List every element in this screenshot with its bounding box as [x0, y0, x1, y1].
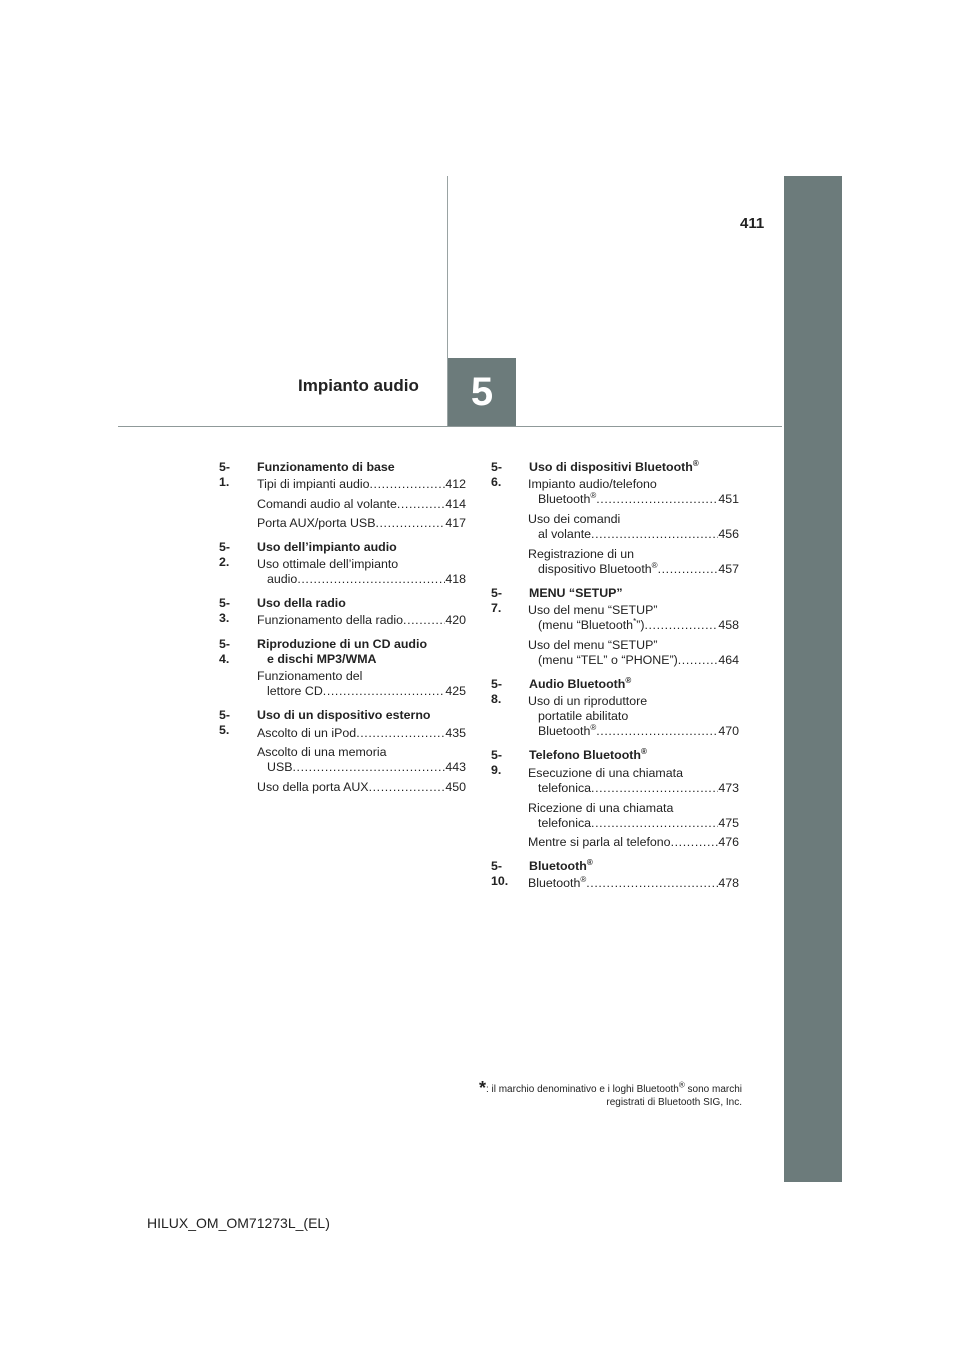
toc-leader-dots — [644, 618, 718, 633]
toc-entry[interactable] — [528, 477, 739, 507]
toc-section-number: 5-3. — [219, 595, 231, 625]
toc-entry[interactable] — [528, 638, 739, 668]
toc-entry-text: Funzionamento della radio — [257, 613, 404, 628]
toc-page-number: 414 — [445, 496, 466, 511]
toc-page-number: 420 — [445, 613, 466, 628]
toc-entry-text: Registrazione di un — [528, 547, 635, 561]
toc-page-number: 475 — [718, 815, 739, 830]
toc-entry[interactable] — [528, 547, 739, 577]
toc-section-number: 5-8. — [491, 676, 503, 706]
toc-section-number: 5-1. — [219, 460, 231, 489]
footer-code: HILUX_OM_OM71273L_(EL) — [147, 1215, 330, 1231]
toc-entry-text: Bluetooth® — [538, 723, 597, 739]
toc-entry-text: Bluetooth® — [538, 491, 597, 507]
toc-entry-text: Uso dei comandi — [528, 512, 621, 527]
toc-section-number: 5-10. — [491, 858, 509, 888]
toc-page-number: 417 — [445, 516, 466, 531]
toc-entry-text: Porta AUX/porta USB — [257, 516, 376, 531]
toc-page-number: 425 — [445, 684, 466, 699]
toc-entry[interactable] — [257, 497, 466, 512]
toc-entry-text: Uso di un riproduttore — [528, 694, 648, 709]
toc-section-number: 5-5. — [219, 708, 231, 738]
toc-entry-text: portatile abilitato — [538, 709, 629, 724]
toc-leader-dots — [658, 562, 719, 577]
toc-section-title: Uso della radio — [257, 595, 346, 610]
toc-leader-dots — [370, 477, 446, 492]
toc-page-number: 457 — [718, 562, 739, 576]
toc-section-title: Telefono Bluetooth® — [529, 747, 647, 763]
toc-entry[interactable] — [257, 726, 466, 741]
footnote — [400, 1078, 742, 1109]
toc-entry-text: telefonica — [538, 780, 592, 795]
toc-section-title: Uso di un dispositivo esterno — [257, 708, 431, 723]
toc-entry[interactable] — [257, 557, 466, 587]
toc-leader-dots — [678, 653, 719, 668]
toc-entry[interactable] — [257, 745, 466, 775]
toc-page-number: 451 — [718, 492, 739, 507]
toc-entry-text: Comandi audio al volante — [257, 496, 397, 511]
toc-entry-text: Funzionamento del — [257, 669, 363, 684]
horizontal-divider — [118, 426, 782, 427]
toc-leader-dots — [397, 497, 445, 512]
toc-entry-text: al volante — [538, 527, 592, 542]
chapter-title: Impianto audio — [298, 376, 419, 395]
toc-entry[interactable] — [257, 613, 466, 628]
toc-section-title: MENU “SETUP” — [529, 585, 623, 600]
toc-entry[interactable] — [257, 669, 466, 699]
toc-entry-text: Esecuzione di una chiamata — [528, 765, 683, 780]
toc-section-title-cont: e dischi MP3/WMA — [267, 652, 377, 666]
toc-entry-text: Ricezione di una chiamata — [528, 800, 674, 815]
toc-leader-dots — [591, 781, 718, 796]
toc-page-number: 476 — [718, 835, 739, 850]
toc-leader-dots — [297, 572, 445, 587]
footnote-star: * — [478, 1078, 486, 1098]
toc-leader-dots — [596, 724, 718, 739]
toc-section-title: Uso dell’impianto audio — [257, 539, 397, 554]
toc-page-number: 443 — [445, 760, 466, 774]
toc-entry-text: dispositivo Bluetooth® — [538, 560, 658, 576]
toc-leader-dots — [596, 492, 718, 507]
toc-entry-text: Uso della porta AUX — [257, 779, 369, 794]
toc-entry[interactable] — [528, 801, 739, 831]
toc-section-number: 5-6. — [491, 460, 503, 489]
toc-section-number: 5-7. — [491, 585, 503, 615]
toc-entry-text: lettore CD — [267, 684, 323, 699]
toc-section-title: Funzionamento di base — [257, 460, 395, 474]
toc-leader-dots — [292, 760, 445, 775]
toc-entry-text: Uso del menu “SETUP” — [528, 603, 658, 618]
toc-page-number: 478 — [718, 876, 739, 891]
toc-section-title: Bluetooth® — [529, 857, 593, 873]
toc-entry-text: Impianto audio/telefono — [528, 477, 657, 492]
toc-entry[interactable] — [528, 766, 739, 796]
toc-entry-text: Tipi di impianti audio — [257, 477, 370, 492]
toc-entry[interactable] — [528, 512, 739, 542]
toc-page-number: 473 — [718, 780, 739, 795]
toc-page-number: 464 — [718, 653, 739, 667]
toc-entry[interactable] — [257, 516, 466, 531]
toc-page-number: 418 — [445, 572, 466, 586]
toc-section-title: Uso di dispositivi Bluetooth® — [529, 458, 699, 474]
toc-entry[interactable] — [257, 477, 466, 492]
toc-entry-text: Uso ottimale dell’impianto — [257, 557, 399, 571]
toc-entry[interactable] — [528, 835, 739, 850]
toc-leader-dots — [369, 780, 446, 795]
toc-entry-text: (menu “Bluetooth*”) — [538, 617, 645, 633]
toc-leader-dots — [586, 876, 718, 891]
toc-entry-text: Ascolto di un iPod — [257, 725, 357, 740]
toc-leader-dots — [375, 516, 445, 531]
toc-leader-dots — [403, 613, 445, 628]
toc-entry[interactable] — [257, 780, 466, 795]
toc-section-number: 5-4. — [219, 636, 231, 666]
toc-entry-text: Ascolto di una memoria — [257, 745, 387, 759]
toc-entry-text: Mentre si parla al telefono — [528, 835, 671, 850]
toc-entry-text: (menu “TEL” o “PHONE”) — [538, 653, 678, 667]
toc-section-title: Audio Bluetooth® — [529, 675, 632, 691]
toc-leader-dots — [591, 527, 718, 542]
toc-entry[interactable] — [528, 603, 739, 633]
toc-page-number: 456 — [718, 527, 739, 542]
toc-entry[interactable] — [528, 876, 739, 891]
toc-page-number: 450 — [445, 779, 466, 794]
toc-page-number: 435 — [445, 725, 466, 740]
toc-leader-dots — [591, 816, 718, 831]
toc-page-number: 412 — [445, 477, 466, 492]
toc-leader-dots — [323, 684, 446, 699]
toc-page-number: 458 — [718, 618, 739, 633]
footnote-line1: : il marchio denominativo e i loghi Bluetooth® sono marchi — [485, 1080, 742, 1095]
toc-section-number: 5-2. — [219, 539, 231, 569]
page-number: 411 — [740, 215, 765, 232]
toc-entry-text: audio — [267, 572, 298, 586]
chapter-number: 5 — [470, 370, 494, 414]
footnote-line2: registrati di Bluetooth SIG, Inc. — [606, 1097, 742, 1108]
toc-section-title: Riproduzione di un CD audio — [257, 636, 428, 651]
toc-section-number: 5-9. — [491, 748, 503, 778]
toc-entry-text: telefonica — [538, 815, 592, 830]
chapter-side-tab — [784, 176, 842, 1182]
toc-leader-dots — [356, 726, 445, 741]
toc-entry[interactable] — [528, 694, 739, 739]
toc-entry-text: Uso del menu “SETUP” — [528, 638, 658, 652]
toc-entry-text: USB — [267, 760, 293, 774]
toc-page-number: 470 — [718, 724, 739, 739]
toc-leader-dots — [671, 835, 719, 850]
toc-entry-text: Bluetooth® — [528, 875, 587, 891]
